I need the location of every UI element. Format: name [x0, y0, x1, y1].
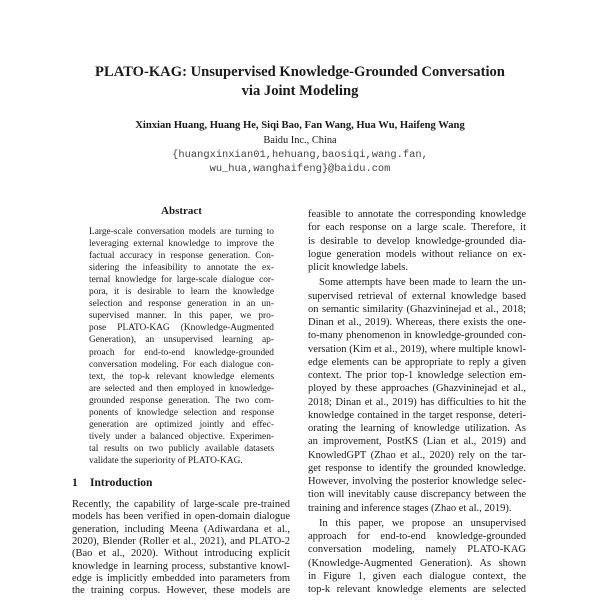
email-line-2: wu_hua,wanghaifeng}@baidu.com: [209, 163, 391, 175]
text-line: edge is implicitly embedded into parameters from: [72, 572, 290, 584]
text-line: approach for end-to-end knowledge-grounded: [308, 531, 526, 542]
text-line: ternal knowledge for large-scale dialogue cor-: [89, 275, 274, 286]
text-line: text, the top-k relevant knowledge elements: [89, 371, 274, 382]
text-line: supervised manner. In this paper, we pro-: [89, 311, 274, 322]
text-line: conversation modeling, namely PLATO-KAG: [308, 544, 526, 556]
text-line: (Bao et al., 2020). Without introducing explicit: [72, 548, 290, 560]
text-line: In this paper, we propose an unsupervised: [319, 517, 526, 529]
text-line: an improvement, PostKS (Lian et al., 2019) and: [308, 436, 526, 448]
affiliation: Baidu Inc., China: [263, 135, 337, 146]
text-line: Some attempts have been made to learn the un-: [319, 277, 526, 289]
text-line: context. The prior top-1 knowledge selection em-: [308, 370, 526, 381]
text-line: factual accuracy in response generation. Con-: [89, 251, 274, 262]
section-heading-introduction: [72, 476, 152, 490]
text-line: conversation modeling. For each dialogue con-: [89, 359, 274, 370]
paper-title-line-1: PLATO-KAG: Unsupervised Knowledge-Grounded Conversation: [95, 64, 505, 80]
email-line-1: {huangxinxian01,hehuang,baosiqi,wang.fan,: [172, 149, 428, 161]
text-line: versation (Kim et al., 2019), where multiple knowl-: [308, 343, 526, 355]
text-line: supervised retrieval of external knowledge based: [308, 290, 526, 302]
text-line: orating the learning of knowledge utilization. As: [308, 423, 526, 434]
text-line: edge elements can be appropriate to reply a given: [308, 356, 526, 368]
text-line: Large-scale conversation models are turning to: [89, 227, 274, 237]
text-line: to-many phenomenon in knowledge-grounded con-: [308, 330, 526, 342]
abstract-heading: Abstract: [161, 205, 202, 217]
text-line: in Figure 1, given each dialogue context, the: [308, 570, 526, 582]
text-line: logue generation models without reliance on ex-: [308, 248, 526, 260]
text-line: knowledge in learning process, substantive knowl-: [72, 560, 290, 572]
text-line: pora, it is desirable to learn the knowledge: [89, 287, 274, 298]
text-line: ployed by these approaches (Ghazvininejad et al.,: [308, 383, 526, 395]
text-line: grounded response generation. The two com-: [89, 395, 274, 406]
text-line: models has been verified in open-domain dialogue: [72, 511, 290, 523]
text-line: get response to identify the grounded knowledge.: [308, 462, 526, 474]
text-line: training and inference stages (Zhao et al., 2019).: [308, 502, 512, 514]
text-line: plicit knowledge labels.: [308, 262, 409, 273]
text-line: KnowledGPT (Zhao et al., 2020) rely on the tar-: [308, 449, 526, 461]
text-line: Recently, the capability of large-scale pre-trained: [72, 499, 290, 510]
text-line: leveraging external knowledge to improve the: [89, 239, 274, 250]
text-line: Dinan et al., 2019). Whereas, there exists the one-: [308, 317, 526, 328]
text-line: on semantic similarity (Ghazvininejad et al., 2018;: [308, 303, 526, 315]
text-line: the training corpus. However, these models are: [72, 585, 290, 597]
text-line: However, involving the posterior knowledge selec-: [308, 476, 526, 487]
text-line: 2020), Blender (Roller et al., 2021), and PLATO-2: [72, 535, 290, 547]
author-list: Xinxian Huang, Huang He, Siqi Bao, Fan Wang, Hua Wu, Haifeng Wang: [135, 120, 465, 131]
text-line: tal results on two publicly available datasets: [89, 443, 274, 454]
paper-title-line-2: via Joint Modeling: [241, 83, 359, 99]
text-line: knowledge contained in the target response, deteri-: [308, 409, 526, 421]
text-line: generation, including Meena (Adiwardana et al.,: [72, 523, 290, 535]
text-line: (Knowledge-Augmented Generation). As shown: [308, 557, 526, 569]
text-line: proach for end-to-end knowledge-grounded: [89, 347, 274, 358]
text-line: sidering the infeasibility to annotate the ex-: [89, 263, 274, 274]
text-line: validate the superiority of PLATO-KAG.: [89, 455, 243, 466]
text-line: tion will inevitably cause discrepancy between the: [308, 489, 526, 501]
text-line: 2018; Dinan et al., 2019) has difficulties to hit the: [308, 396, 526, 408]
text-line: top-k relevant knowledge elements are selected: [308, 584, 526, 595]
text-line: pose PLATO-KAG (Knowledge-Augmented: [89, 323, 274, 334]
section-title: Introduction: [90, 477, 153, 489]
text-line: generation are optimized jointly and effec-: [89, 419, 274, 430]
text-line: Generation), an unsupervised learning ap-: [89, 335, 274, 346]
text-line: are selected and then employed in knowledge-: [89, 383, 274, 394]
text-line: is desirable to develop knowledge-grounded dia-: [308, 235, 526, 247]
section-number: 1: [72, 477, 78, 489]
text-line: feasible to annotate the corresponding knowledge: [308, 209, 526, 220]
text-line: selection and response generation in an un-: [89, 299, 274, 310]
text-line: tively under a balanced objective. Experimen-: [89, 431, 274, 442]
text-line: for each response on a large scale. Therefore, it: [308, 222, 526, 234]
text-line: ponents of knowledge selection and response: [89, 407, 274, 418]
